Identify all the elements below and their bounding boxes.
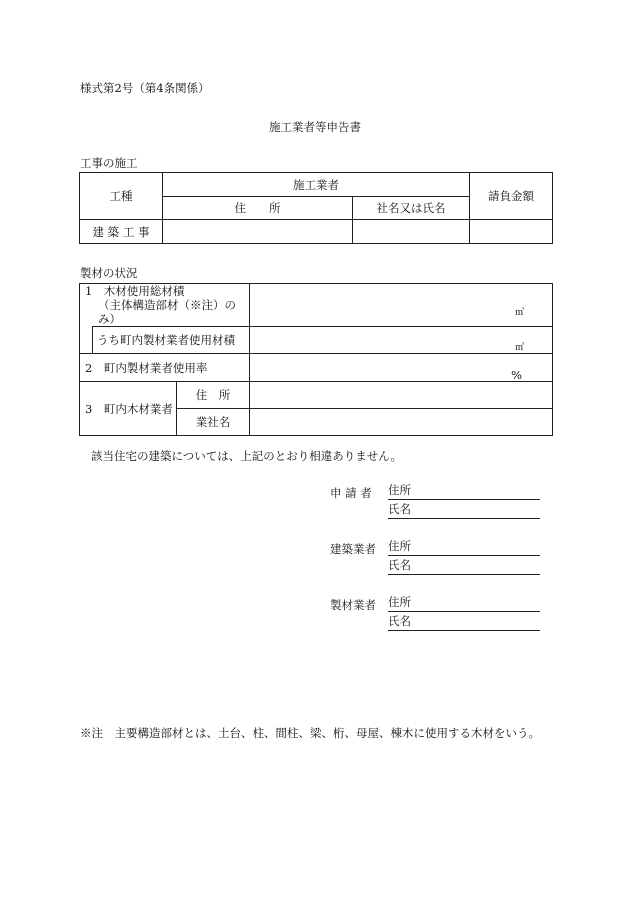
row-construction-work: 建 築 工 事 — [80, 220, 163, 244]
local-usage-rate-label: 2 町内製材業者使用率 — [80, 354, 250, 382]
total-volume-value[interactable] — [250, 284, 553, 327]
applicant-address-line[interactable] — [388, 483, 540, 500]
lumber-table — [79, 283, 553, 436]
builder-name-line[interactable] — [388, 558, 540, 575]
col-amount-header: 請負金額 — [470, 173, 553, 220]
applicant-name-label: 氏名 — [388, 502, 411, 516]
construction-table — [79, 172, 553, 244]
total-volume-label-line2: （主体構造部材（※注）のみ） — [98, 298, 236, 326]
lumber-dealer-name-label: 氏名 — [388, 614, 411, 628]
form-number: 様式第2号（第4条関係） — [80, 81, 210, 95]
builder-address-label: 住所 — [388, 539, 411, 553]
total-volume-label — [80, 284, 250, 327]
local-volume-value[interactable] — [250, 327, 553, 354]
builder-label: 建築業者 — [330, 542, 376, 556]
applicant-name-line[interactable] — [388, 502, 540, 519]
declaration-text: 該当住宅の建築については、上記のとおり相違ありません。 — [91, 449, 402, 463]
applicant-label: 申 請 者 — [330, 486, 372, 500]
local-dealer-label: 3 町内木材業者 — [80, 382, 177, 436]
dealer-address-value[interactable] — [250, 382, 553, 409]
contractor-name-cell[interactable] — [353, 220, 470, 244]
contract-amount-cell[interactable] — [470, 220, 553, 244]
applicant-address-label: 住所 — [388, 483, 411, 497]
builder-name-label: 氏名 — [388, 558, 411, 572]
local-usage-rate-value[interactable] — [250, 354, 553, 382]
footnote: ※注 主要構造部材とは、土台、柱、間柱、梁、桁、母屋、棟木に使用する木材をいう。 — [80, 726, 540, 740]
page-title: 施工業者等申告書 — [269, 120, 361, 134]
indent-spacer — [80, 327, 93, 354]
dealer-company-label: 業社名 — [177, 409, 250, 436]
col-kind-header: 工種 — [80, 173, 163, 220]
lumber-section-title: 製材の状況 — [80, 266, 138, 280]
lumber-dealer-label: 製材業者 — [330, 598, 376, 612]
local-usage-rate-unit: % — [511, 367, 522, 382]
col-contractor-header: 施工業者 — [163, 173, 470, 197]
col-address-header: 住 所 — [163, 197, 353, 220]
total-volume-unit: ㎥ — [514, 308, 524, 318]
dealer-address-label: 住 所 — [177, 382, 250, 409]
builder-address-line[interactable] — [388, 539, 540, 556]
lumber-dealer-name-line[interactable] — [388, 614, 540, 631]
contractor-address-cell[interactable] — [163, 220, 353, 244]
lumber-dealer-address-label: 住所 — [388, 595, 411, 609]
local-volume-label: うち町内製材業者使用材積 — [93, 327, 250, 354]
lumber-dealer-address-line[interactable] — [388, 595, 540, 612]
total-volume-label-line1: 1 木材使用総材積 — [85, 284, 185, 298]
col-name-header: 社名又は氏名 — [353, 197, 470, 220]
local-volume-unit: ㎥ — [514, 343, 524, 353]
construction-section-title: 工事の施工 — [80, 156, 138, 170]
dealer-company-value[interactable] — [250, 409, 553, 436]
